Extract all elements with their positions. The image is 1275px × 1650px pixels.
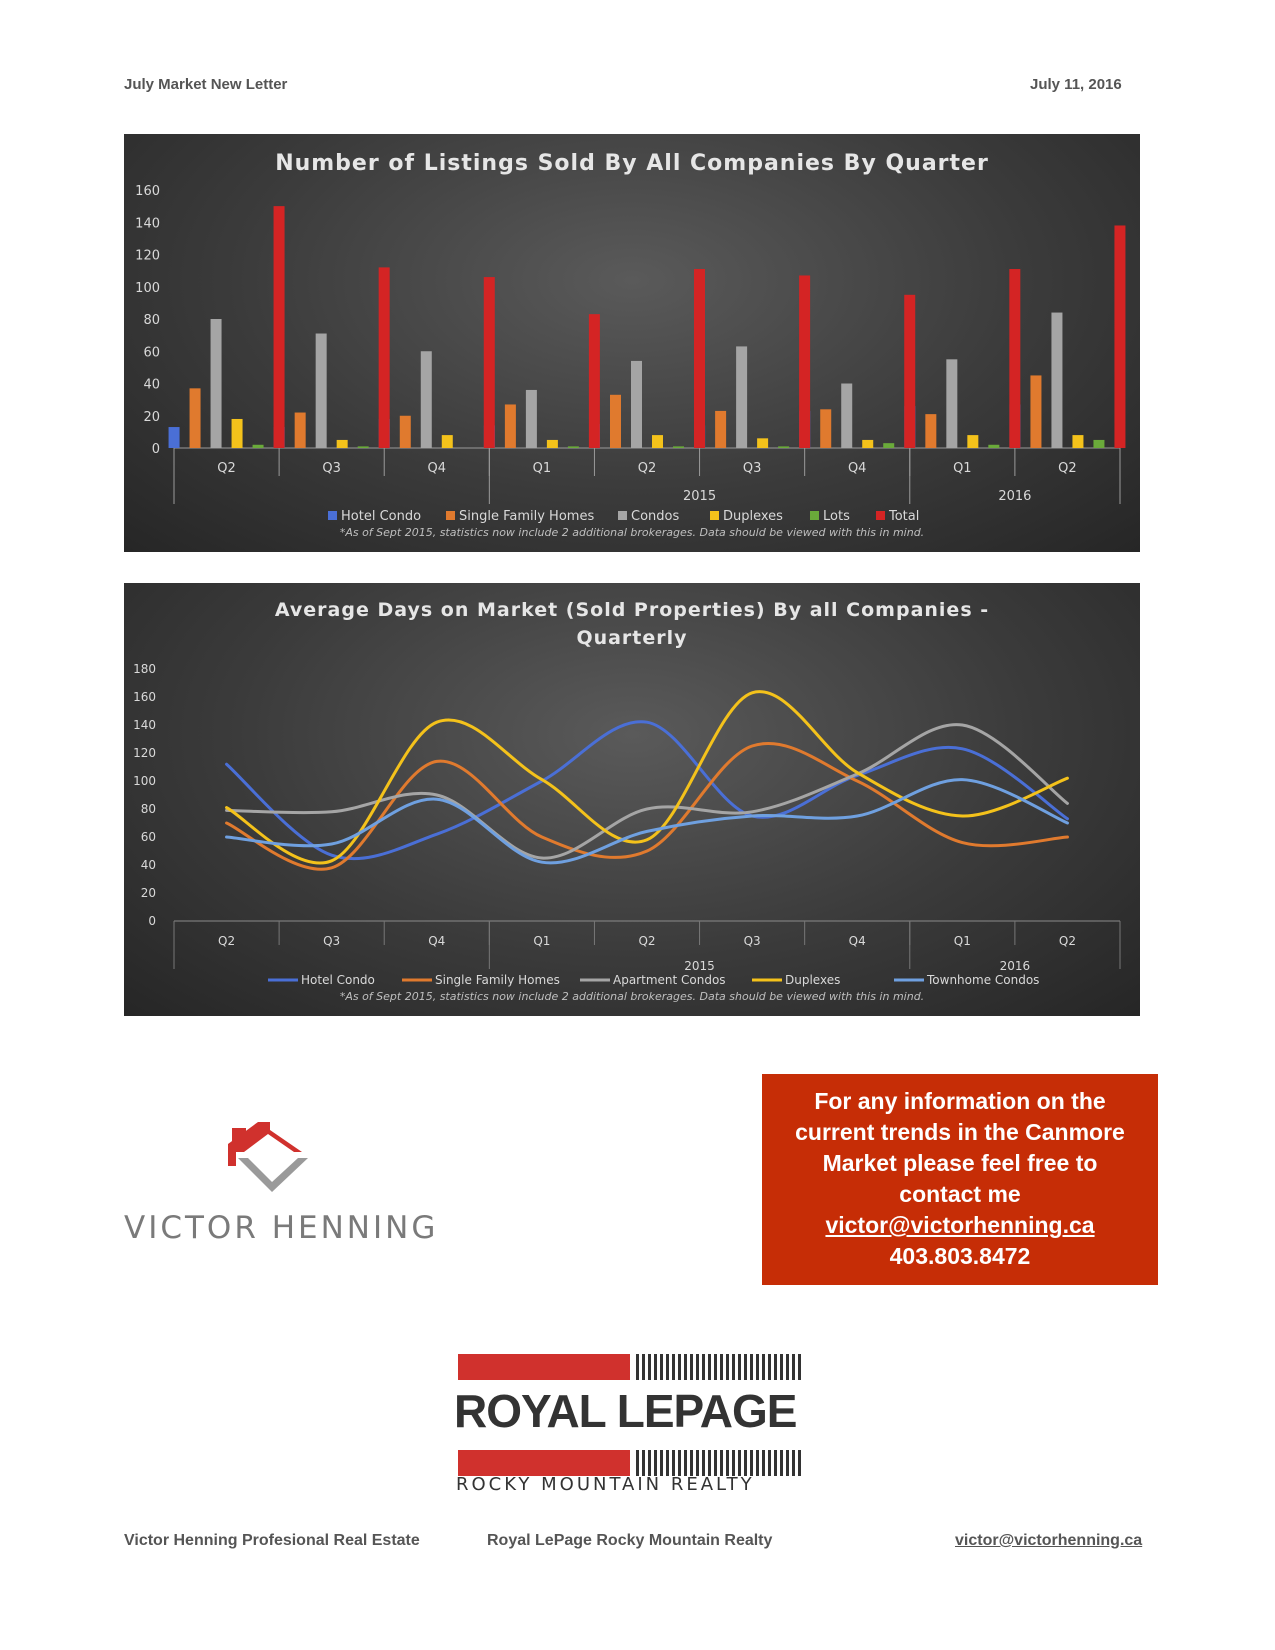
chart1-y-tick-label: 100	[135, 280, 160, 296]
logo-stripe	[654, 1450, 657, 1476]
logo-stripe	[654, 1354, 657, 1380]
chart1-x-tick-label: Q4	[847, 461, 867, 476]
chart2-series-line	[227, 743, 1068, 869]
chart2-x-tick-label: Q1	[953, 934, 971, 948]
chart1-bar	[904, 295, 915, 448]
chart2-y-tick-label: 40	[140, 858, 156, 872]
logo-stripe	[678, 1450, 681, 1476]
chart1-legend-swatch	[876, 511, 885, 520]
chart1-bar	[736, 346, 747, 448]
logo-stripe	[762, 1450, 765, 1476]
chart1-legend-swatch	[710, 511, 719, 520]
chart1-legend-label: Condos	[631, 509, 680, 524]
chart1-legend-label: Total	[889, 509, 920, 524]
chart1-bar	[1009, 269, 1020, 448]
chart1-footnote: *As of Sept 2015, statistics now include 2 additional brokerages. Data should be viewed with this in mind.	[339, 526, 925, 539]
chart1-bar	[421, 351, 432, 448]
chart1-bar	[274, 206, 285, 448]
chart1-y-tick-label: 0	[151, 442, 160, 457]
chart1-bar	[673, 446, 684, 448]
chart2-x-tick-label: Q1	[533, 934, 551, 948]
logo-stripe	[786, 1354, 789, 1380]
logo-stripe	[792, 1354, 795, 1380]
chart2-y-tick-label: 120	[133, 746, 156, 760]
chart1-legend-label: Lots	[823, 509, 850, 524]
logo-stripe	[690, 1354, 693, 1380]
chart2-legend-label: Duplexes	[785, 973, 841, 987]
contact-line-3: Market please feel free to	[822, 1150, 1098, 1176]
chart1-bar	[526, 390, 537, 448]
contact-phone: 403.803.8472	[889, 1243, 1031, 1269]
chart1-legend-swatch	[328, 511, 337, 520]
logo-stripe	[726, 1354, 729, 1380]
logo-stripe	[696, 1450, 699, 1476]
chart2-x-tick-label: Q2	[218, 934, 236, 948]
chart2-x-tick-label: Q3	[323, 934, 341, 948]
logo-stripe	[720, 1354, 723, 1380]
chart1-bar	[988, 445, 999, 448]
logo-stripe	[780, 1354, 783, 1380]
chart1-bar	[169, 427, 180, 448]
chart1-x-tick-label: Q3	[742, 461, 762, 476]
chart1-bar	[505, 404, 516, 448]
chart1-x-tick-label: Q1	[953, 461, 972, 476]
chart1-bar	[715, 411, 726, 448]
chart1-bar	[589, 314, 600, 448]
chart1-bar	[358, 446, 369, 448]
chart1-bar	[946, 359, 957, 448]
logo-stripe	[750, 1450, 753, 1476]
chart1-x-tick-label: Q2	[1058, 461, 1077, 476]
chart2-y-tick-label: 20	[140, 886, 156, 900]
logo-stripe	[792, 1450, 795, 1476]
newsletter-title: July Market New Letter	[124, 76, 288, 93]
chart2-y-tick-label: 160	[133, 690, 156, 704]
chart1-bar	[442, 435, 453, 448]
logo-stripe	[666, 1354, 669, 1380]
logo-stripe	[636, 1450, 639, 1476]
chart1-legend-label: Single Family Homes	[459, 509, 595, 524]
logo-stripe	[738, 1354, 741, 1380]
chart1-bar	[337, 440, 348, 448]
chart1-bar	[1072, 435, 1083, 448]
house-logo-icon	[222, 1118, 318, 1198]
logo-stripe	[732, 1354, 735, 1380]
contact-line-4: contact me	[899, 1181, 1021, 1207]
logo-stripe	[774, 1354, 777, 1380]
footer-email-link[interactable]: victor@victorhenning.ca	[955, 1532, 1143, 1549]
logo-stripe	[672, 1450, 675, 1476]
chart1-bar	[547, 440, 558, 448]
chart2-legend-label: Townhome Condos	[927, 973, 1040, 987]
chart1-x-tick-label: Q1	[532, 461, 552, 476]
logo-stripe	[744, 1450, 747, 1476]
logo-stripe	[690, 1450, 693, 1476]
logo-stripe	[648, 1450, 651, 1476]
logo-stripe	[762, 1354, 765, 1380]
chart1-x-tick-label: Q4	[427, 461, 447, 476]
logo-stripe	[684, 1450, 687, 1476]
logo-stripe	[678, 1354, 681, 1380]
chart2-legend-label: Single Family Homes	[435, 973, 560, 987]
footer-center: Royal LePage Rocky Mountain Realty	[487, 1532, 773, 1549]
chart2-y-tick-label: 0	[148, 914, 156, 928]
logo-stripe	[768, 1354, 771, 1380]
logo-stripe	[684, 1354, 687, 1380]
chart1-y-tick-label: 160	[135, 184, 160, 199]
days-on-market-chart-svg	[124, 583, 1140, 1016]
chart1-bar	[694, 269, 705, 448]
chart2-x-tick-label: Q2	[1058, 934, 1076, 948]
logo-stripe	[720, 1450, 723, 1476]
logo-stripe	[744, 1354, 747, 1380]
chart2-y-tick-label: 140	[133, 718, 156, 732]
logo-stripe	[702, 1450, 705, 1476]
chart1-bar	[610, 395, 621, 448]
chart1-y-tick-label: 40	[143, 377, 160, 393]
chart2-x-tick-label: Q3	[743, 934, 761, 948]
logo-stripe	[642, 1354, 645, 1380]
chart1-bar	[253, 445, 264, 448]
logo-stripe	[702, 1354, 705, 1380]
chart2-y-tick-label: 180	[133, 662, 156, 676]
chart1-bar	[1030, 375, 1041, 448]
chart1-y-tick-label: 60	[143, 345, 160, 361]
chart1-bar	[778, 446, 789, 448]
chart1-bar	[211, 319, 222, 448]
royal-lepage-subtitle: ROCKY MOUNTAIN REALTY	[456, 1474, 755, 1495]
chart1-bar	[862, 440, 873, 448]
chart1-bar	[841, 384, 852, 449]
logo-stripe	[708, 1354, 711, 1380]
logo-stripe	[648, 1354, 651, 1380]
chart2-legend-label: Hotel Condo	[301, 973, 375, 987]
chart1-bar	[484, 277, 495, 448]
logo-stripe	[708, 1450, 711, 1476]
chart1-bar	[757, 438, 768, 448]
chart1-y-tick-label: 140	[135, 216, 160, 232]
chart2-title-line-2: Quarterly	[576, 627, 688, 649]
logo-stripe	[660, 1354, 663, 1380]
chart2-group-label: 2015	[684, 959, 715, 973]
logo-stripe	[756, 1354, 759, 1380]
chart1-legend-swatch	[810, 511, 819, 520]
chart2-y-tick-label: 60	[140, 830, 156, 844]
chart1-bar	[568, 446, 579, 448]
chart1-bar	[799, 275, 810, 448]
chart1-bar	[820, 409, 831, 448]
chart1-x-tick-label: Q3	[322, 461, 341, 476]
chart1-group-label: 2016	[998, 489, 1032, 504]
chart2-x-tick-label: Q2	[638, 934, 656, 948]
chart2-y-tick-label: 80	[140, 802, 156, 816]
logo-stripe	[774, 1450, 777, 1476]
logo-stripe	[786, 1450, 789, 1476]
logo-stripe	[732, 1450, 735, 1476]
chart1-bar	[631, 361, 642, 448]
chart1-bar	[1093, 440, 1104, 448]
chart1-bar	[316, 334, 327, 448]
chart1-legend-swatch	[618, 511, 627, 520]
logo-stripe	[672, 1354, 675, 1380]
logo-stripe	[714, 1354, 717, 1380]
chart1-bar	[1114, 225, 1125, 448]
footer-left: Victor Henning Profesional Real Estate	[124, 1532, 420, 1549]
listings-sold-chart-svg	[124, 134, 1140, 552]
contact-line-2: current trends in the Canmore	[795, 1119, 1125, 1145]
listings-sold-chart	[124, 134, 1140, 552]
chart1-bar	[190, 388, 201, 448]
chart1-bar	[1051, 313, 1062, 448]
chart1-bar	[652, 435, 663, 448]
logo-stripe	[780, 1450, 783, 1476]
chart1-legend-label: Duplexes	[723, 509, 783, 524]
logo-stripe	[696, 1354, 699, 1380]
logo-stripe	[726, 1450, 729, 1476]
contact-box	[762, 1074, 1158, 1285]
victor-henning-wordmark: VICTOR HENNING	[124, 1210, 439, 1246]
logo-stripe	[666, 1450, 669, 1476]
chart1-bar	[379, 267, 390, 448]
logo-stripe	[642, 1450, 645, 1476]
chart1-y-tick-label: 120	[135, 248, 160, 264]
chart2-title-line-1: Average Days on Market (Sold Properties) By all Companies -	[274, 599, 990, 621]
newsletter-date: July 11, 2016	[1030, 76, 1122, 93]
chart1-legend-swatch	[446, 511, 455, 520]
contact-line-1: For any information on the	[814, 1088, 1106, 1114]
logo-stripe	[660, 1450, 663, 1476]
chart1-bar	[400, 416, 411, 448]
days-on-market-chart	[124, 583, 1140, 1016]
logo-stripe	[738, 1450, 741, 1476]
chart2-legend-label: Apartment Condos	[613, 973, 726, 987]
chart1-bar	[925, 414, 936, 448]
logo-stripe	[750, 1354, 753, 1380]
chart1-y-tick-label: 80	[143, 313, 160, 328]
logo-stripe	[768, 1450, 771, 1476]
chart2-x-tick-label: Q4	[848, 934, 866, 948]
chart2-footnote: *As of Sept 2015, statistics now include 2 additional brokerages. Data should be viewed with this in mind.	[339, 990, 925, 1003]
chart1-x-tick-label: Q2	[637, 461, 657, 476]
contact-email-link[interactable]: victor@victorhenning.ca	[825, 1212, 1095, 1238]
royal-lepage-wordmark: ROYAL LEPAGE	[454, 1385, 797, 1437]
logo-stripe	[756, 1450, 759, 1476]
chart1-bar	[883, 443, 894, 448]
chart1-bar	[232, 419, 243, 448]
chart2-y-tick-label: 100	[133, 774, 156, 788]
chart2-group-label: 2016	[999, 959, 1031, 973]
logo-stripe	[714, 1450, 717, 1476]
logo-stripe	[798, 1450, 801, 1476]
logo-stripe	[798, 1354, 801, 1380]
chart2-x-tick-label: Q4	[428, 934, 446, 948]
logo-stripe	[636, 1354, 639, 1380]
chart1-title: Number of Listings Sold By All Companies By Quarter	[275, 151, 989, 176]
chart1-legend-label: Hotel Condo	[341, 509, 422, 524]
chart1-bar	[295, 413, 306, 448]
chart1-y-tick-label: 20	[143, 409, 160, 425]
chart1-group-label: 2015	[683, 489, 717, 504]
chart1-bar	[967, 435, 978, 448]
chart1-x-tick-label: Q2	[217, 461, 236, 476]
